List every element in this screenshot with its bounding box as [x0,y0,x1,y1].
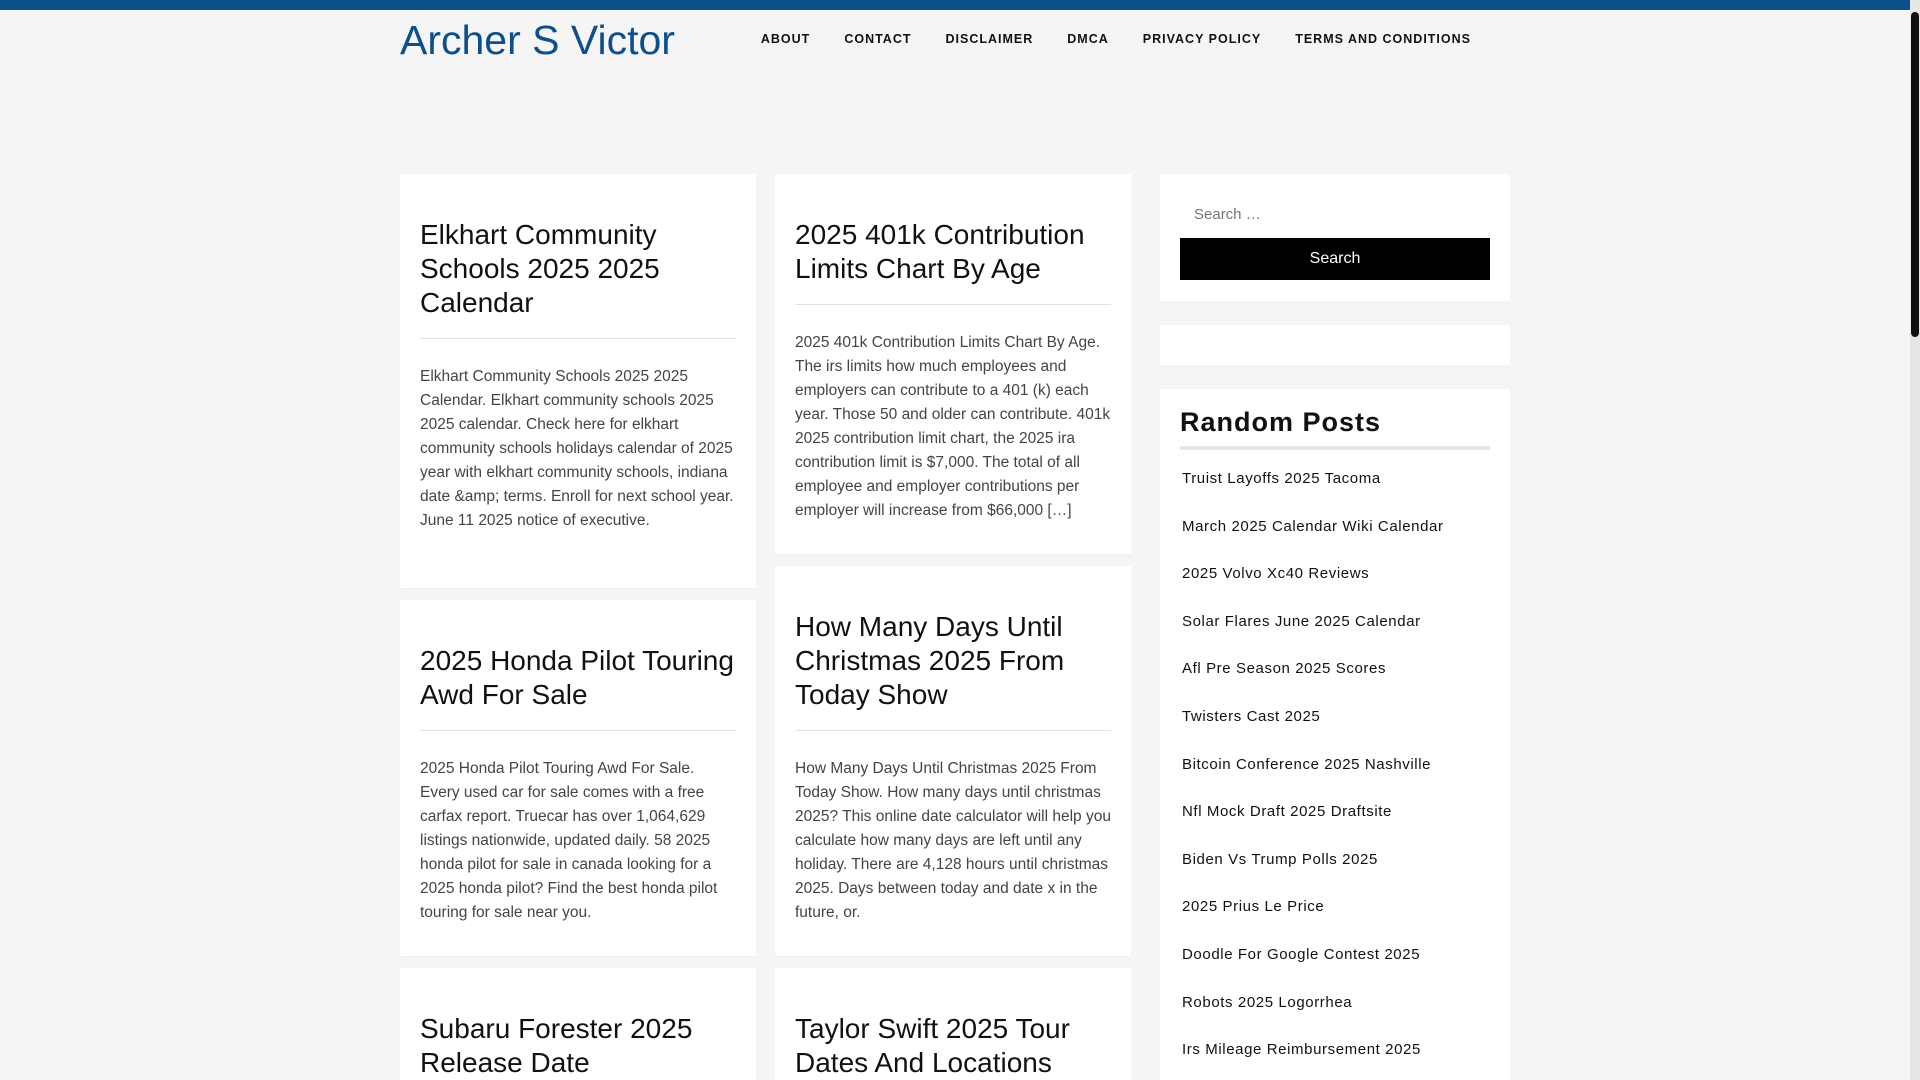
empty-widget [1160,325,1510,365]
post-title [420,1012,736,1080]
random-posts-widget [1160,389,1510,1080]
search-input[interactable] [1180,196,1490,232]
search-button[interactable]: Search [1180,238,1490,280]
nav-dmca[interactable]: DMCA [1067,32,1109,46]
post-title [795,610,1111,731]
post-excerpt: How Many Days Until Christmas 2025 From Today Show. How many days until christmas 2025? This online date calculator will help you calculate how many days are left until any holiday. There are 4,128 hours until christmas 2025. Days between today and date x in the future, or. [795,760,1111,921]
list-item [1180,518,1490,566]
post-card [400,968,756,1080]
random-post-link[interactable]: Irs Mileage Reimbursement 2025 [1182,1041,1421,1059]
list-item [1180,565,1490,613]
post-card [400,600,756,956]
nav-privacy-policy[interactable]: PRIVACY POLICY [1142,32,1262,46]
post-title-link[interactable]: 2025 401k Contribution Limits Chart By Age [795,219,1085,284]
nav-disclaimer[interactable]: DISCLAIMER [945,32,1034,46]
list-item [1180,994,1490,1042]
random-posts-list [1180,470,1490,1080]
random-post-link[interactable]: Twisters Cast 2025 [1182,707,1321,725]
random-post-link[interactable]: March 2025 Calendar Wiki Calendar [1182,517,1444,535]
main-nav [744,28,1488,50]
post-title-link[interactable]: Elkhart Community Schools 2025 2025 Calendar [420,219,660,318]
random-post-link[interactable]: Solar Flares June 2025 Calendar [1182,612,1421,630]
list-item [1180,613,1490,661]
random-post-link[interactable]: Nfl Mock Draft 2025 Draftsite [1182,803,1392,821]
post-excerpt: 2025 Honda Pilot Touring Awd For Sale. Every used car for sale comes with a free carfax report. Truecar has over 1,064,629 listings nationwide, updated daily. 58 2025 honda pilot for sale in canada looking for a 2025 honda pilot? Find the best honda pilot touring for sale near you. [420,760,718,921]
list-item [1180,660,1490,708]
post-card [775,566,1131,956]
random-post-link[interactable]: 2025 Volvo Xc40 Reviews [1182,565,1370,583]
nav-about[interactable]: ABOUT [760,32,811,46]
list-item [1180,898,1490,946]
post-title [795,1012,1111,1080]
post-excerpt: 2025 401k Contribution Limits Chart By Age. The irs limits how much employees and employers can contribute to a 401 (k) each year. Those 50 and older can contribute. 401k 2025 contribution limit chart, the 2025 ira contribution limit is $7,000. The total of all employee and employer contributions per employer will increase from $66,000 […] [795,334,1111,519]
random-post-link[interactable]: Afl Pre Season 2025 Scores [1182,660,1387,678]
random-post-link[interactable]: Robots 2025 Logorrhea [1182,993,1353,1011]
post-excerpt: Elkhart Community Schools 2025 2025 Calendar. Elkhart community schools 2025 2025 calendar. Check here for elkhart community schools holidays calendar of 2025 year with elkhart community schools, indiana date &amp; terms. Enroll for next school year. June 11 2025 notice of executive. [420,368,734,529]
random-post-link[interactable]: 2025 Prius Le Price [1182,898,1325,916]
list-item [1180,756,1490,804]
random-posts-title: Random Posts [1180,407,1490,450]
random-post-link[interactable]: Truist Layoffs 2025 Tacoma [1182,470,1381,487]
site-title[interactable]: Archer S Victor [400,17,675,63]
post-title [420,644,736,731]
search-widget [1160,174,1510,301]
post-title [795,218,1111,305]
list-item [1180,803,1490,851]
list-item [1180,470,1490,518]
random-post-link[interactable]: Doodle For Google Contest 2025 [1182,945,1421,963]
nav-contact[interactable]: CONTACT [844,32,912,46]
post-title-link[interactable]: How Many Days Until Christmas 2025 From Today Show [795,611,1065,710]
post-card [775,174,1131,554]
post-card [775,968,1131,1080]
post-card [400,174,756,588]
scrollbar-thumb[interactable] [1911,12,1919,337]
post-title-link[interactable]: Subaru Forester 2025 Release Date [420,1013,693,1078]
list-item [1180,1041,1490,1080]
post-title [420,218,736,339]
scrollbar-track[interactable] [1910,0,1920,1080]
top-accent-bar [0,0,1910,10]
nav-terms-and-conditions[interactable]: TERMS AND CONDITIONS [1295,32,1471,46]
list-item [1180,946,1490,994]
list-item [1180,851,1490,899]
list-item [1180,708,1490,756]
random-post-link[interactable]: Bitcoin Conference 2025 Nashville [1182,755,1432,773]
post-title-link[interactable]: Taylor Swift 2025 Tour Dates And Locations [795,1013,1070,1078]
post-title-link[interactable]: 2025 Honda Pilot Touring Awd For Sale [420,645,734,710]
random-post-link[interactable]: Biden Vs Trump Polls 2025 [1182,850,1378,868]
